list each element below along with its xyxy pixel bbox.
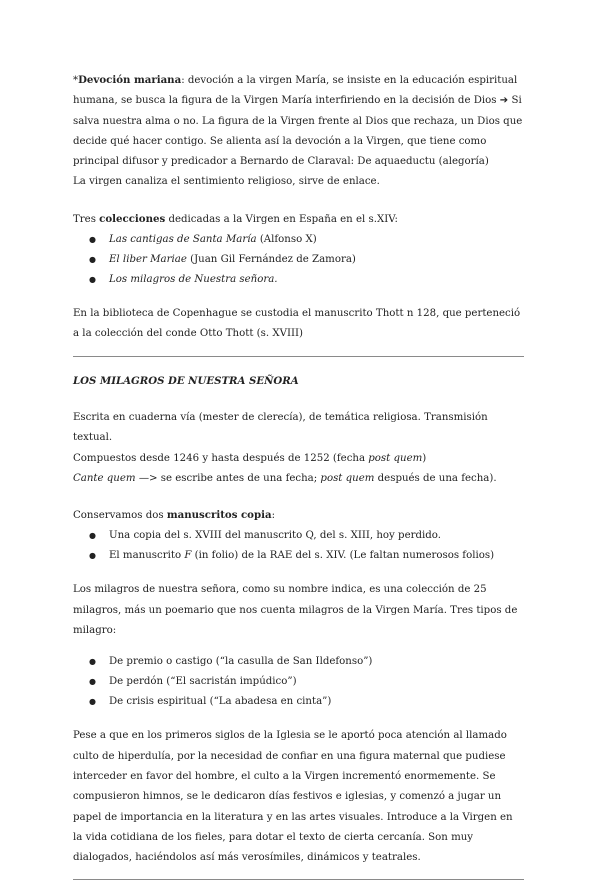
coleccion-author: (Alfonso X) <box>256 234 317 246</box>
devocion-paragraph <box>73 70 525 172</box>
list-item: ● De perdón (“El sacristán impúdico”) <box>73 672 525 692</box>
manuscrito-f-after: (in folio) de la RAE del s. XIV. (Le faltan numerosos folios) <box>191 550 495 562</box>
colecciones-list <box>73 230 525 290</box>
copenhague-paragraph: En la biblioteca de Copenhague se custodia el manuscrito Thott n 128, que perteneció a la colección del conde Otto Thott (s. XVIII) <box>73 308 521 340</box>
list-item <box>73 270 525 290</box>
final-paragraph: Pese a que en los primeros siglos de la Iglesia se le aportó poca atención al llamado culto de hiperdulía, por la necesidad de confiar en una figura maternal que pudiese interceder en favor del hombre, el culto a la Virgen incrementó enormemente. Se compusieron himnos, se le dedicaron días festivos e iglesias, y comenzó a jugar un papel de importancia en la literatura y en las artes visuales. Introduce a la Virgen en la vida cotidiana de los fieles, para dotar el texto de cierta cercanía. Son muy dialogados, haciéndolos así más verosímiles, dinámicos y teatrales. <box>73 730 513 864</box>
coleccion-title: Los milagros de Nuestra señora. <box>109 274 278 286</box>
tipos-list <box>73 652 525 712</box>
manuscritos-bold: manuscritos copia <box>166 509 272 522</box>
cante-quem-italic: Cante quem <box>73 472 136 484</box>
devocion-term: Devoción mariana <box>78 74 182 86</box>
escrita-line2-close: ) <box>422 452 427 464</box>
escrita-line2-text: Compuestos desde 1246 y hasta después de 1252 (fecha <box>73 452 369 464</box>
coleccion-author: (Juan Gil Fernández de Zamora) <box>186 254 356 266</box>
devocion-line2: La virgen canaliza el sentimiento religioso, sirve de enlace. <box>73 176 380 188</box>
list-item: ● Una copia del s. XVIII del manuscrito Q, del s. XIII, hoy perdido. <box>73 526 525 546</box>
escrita-line1: Escrita en cuaderna vía (mester de clerecía), de temática religiosa. Transmisión textual. <box>73 411 488 444</box>
manuscritos-intro-text: Conservamos dos <box>73 510 167 522</box>
colecciones-bold: colecciones <box>99 212 166 225</box>
list-item <box>73 546 525 566</box>
asterisk: * <box>73 75 79 86</box>
colecciones-intro-text: Tres <box>73 213 100 225</box>
document-body <box>73 70 525 880</box>
escrita-line3-end: después de una fecha). <box>374 472 497 484</box>
escrita-line3 <box>73 469 525 489</box>
coleccion-title: Las cantigas de Santa María <box>109 234 257 246</box>
list-item: ● De crisis espiritual (“La abadesa en cinta”) <box>73 692 525 712</box>
list-item: ● De premio o castigo (“la casulla de San Ildefonso”) <box>73 652 525 672</box>
post-quem-italic-2: post quem <box>320 472 375 484</box>
escrita-line2 <box>73 449 525 469</box>
section-heading-text: LOS MILAGROS DE NUESTRA SEÑORA <box>73 374 299 387</box>
manuscrito-f-before: El manuscrito <box>109 550 185 562</box>
milagros-intro-paragraph: Los milagros de nuestra señora, como su nombre indica, es una colección de 25 milagros, más un poemario que nos cuenta milagros de la Virgen María. Tres tipos de milagro: <box>73 584 518 637</box>
section-heading <box>73 371 525 392</box>
coleccion-title: El liber Mariae <box>109 254 187 266</box>
devocion-definition: : devoción a la virgen María, se insiste en la educación espiritual humana, se busca la figura de la Virgen María interfiriendo en la decisión de Dios ➔ Si salva nuestra alma o no. La figura de la Virgen frente al Dios que rechaza, un Dios que decide qué hacer contigo. Se alienta así la devoción a la Virgen, que tiene como principal difusor y predicador a Bernardo de Claraval: De aquaeductu (alegoría) <box>73 75 523 168</box>
colecciones-intro <box>73 209 525 230</box>
manuscritos-intro <box>73 505 525 526</box>
manuscritos-list <box>73 526 525 566</box>
manuscritos-colon: : <box>271 510 276 522</box>
list-item <box>73 250 525 270</box>
escrita-line3-mid: —> se escribe antes de una fecha; <box>135 472 321 484</box>
post-quem-italic: post quem <box>368 452 423 464</box>
colecciones-intro-rest: dedicadas a la Virgen en España en el s.XIV: <box>165 213 398 225</box>
list-item <box>73 230 525 250</box>
manuscrito-f-italic: F <box>184 550 192 562</box>
